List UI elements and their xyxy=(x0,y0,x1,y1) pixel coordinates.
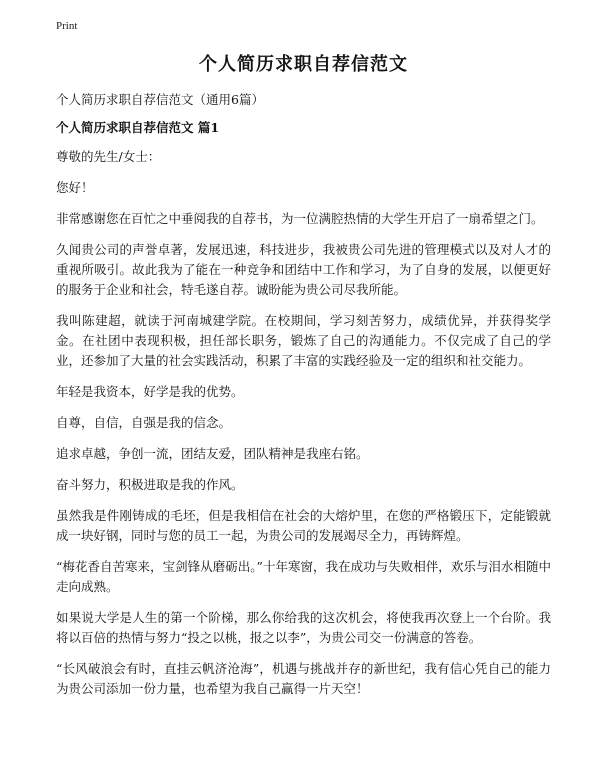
paragraph: 如果说大学是人生的第一个阶梯，那么你给我的这次机会，将使我再次登上一个台阶。我将以百倍的热情与努力“投之以桃，报之以李”，为贵公司交一份满意的答卷。 xyxy=(56,610,551,645)
paragraph: 追求卓越，争创一流，团结友爱，团队精神是我座右铭。 xyxy=(56,446,369,461)
print-link[interactable]: Print xyxy=(56,20,78,32)
paragraph: “长风破浪会有时，直挂云帆济沧海”，机遇与挑战并存的新世纪，我有信心凭自己的能力为贵公司添加一份力量，也希望为我自己赢得一片天空！ xyxy=(56,661,551,696)
paragraph: 奋斗努力，积极进取是我的作风。 xyxy=(56,477,244,492)
greeting: 您好！ xyxy=(56,180,94,195)
paragraph: 年轻是我资本，好学是我的优势。 xyxy=(56,384,244,399)
salutation: 尊敬的先生/女士： xyxy=(56,149,161,164)
paragraph: 久闻贵公司的声誉卓著，发展迅速，科技进步，我被贵公司先进的管理模式以及对人才的重视所吸引。故此我为了能在一种竞争和团结中工作和学习，为了自身的发展，以便更好的服务于企业和社会，特毛遂自荐。诚盼能为贵公司尽我所能。 xyxy=(56,242,551,297)
paragraph: “梅花香自苦寒来，宝剑锋从磨砺出。”十年寒窗，我在成功与失败相伴，欢乐与泪水相随中走向成熟。 xyxy=(56,559,551,594)
document-body xyxy=(56,52,551,710)
document-title: 个人简历求职自荐信范文 xyxy=(199,54,408,75)
paragraph: 自尊，自信，自强是我的信念。 xyxy=(56,415,232,430)
document-subtitle: 个人简历求职自荐信范文（通用6篇） xyxy=(56,92,264,107)
paragraph: 非常感谢您在百忙之中垂阅我的自荐书，为一位满腔热情的大学生开启了一扇希望之门。 xyxy=(56,211,544,226)
paragraph: 虽然我是件刚铸成的毛坯，但是我相信在社会的大熔炉里，在您的严格锻压下，定能锻就成一块好钢，同时与您的员工一起，为贵公司的发展竭尽全力，再铸辉煌。 xyxy=(56,508,551,543)
paragraph: 我叫陈建超，就读于河南城建学院。在校期间，学习刻苦努力，成绩优异，并获得奖学金。在社团中表现积极，担任部长职务，锻炼了自己的沟通能力。不仅完成了自己的学业，还参加了大量的社会实践活动，积累了丰富的实践经验及一定的组织和社交能力。 xyxy=(56,313,551,368)
section-heading: 个人简历求职自荐信范文 篇1 xyxy=(56,120,220,135)
